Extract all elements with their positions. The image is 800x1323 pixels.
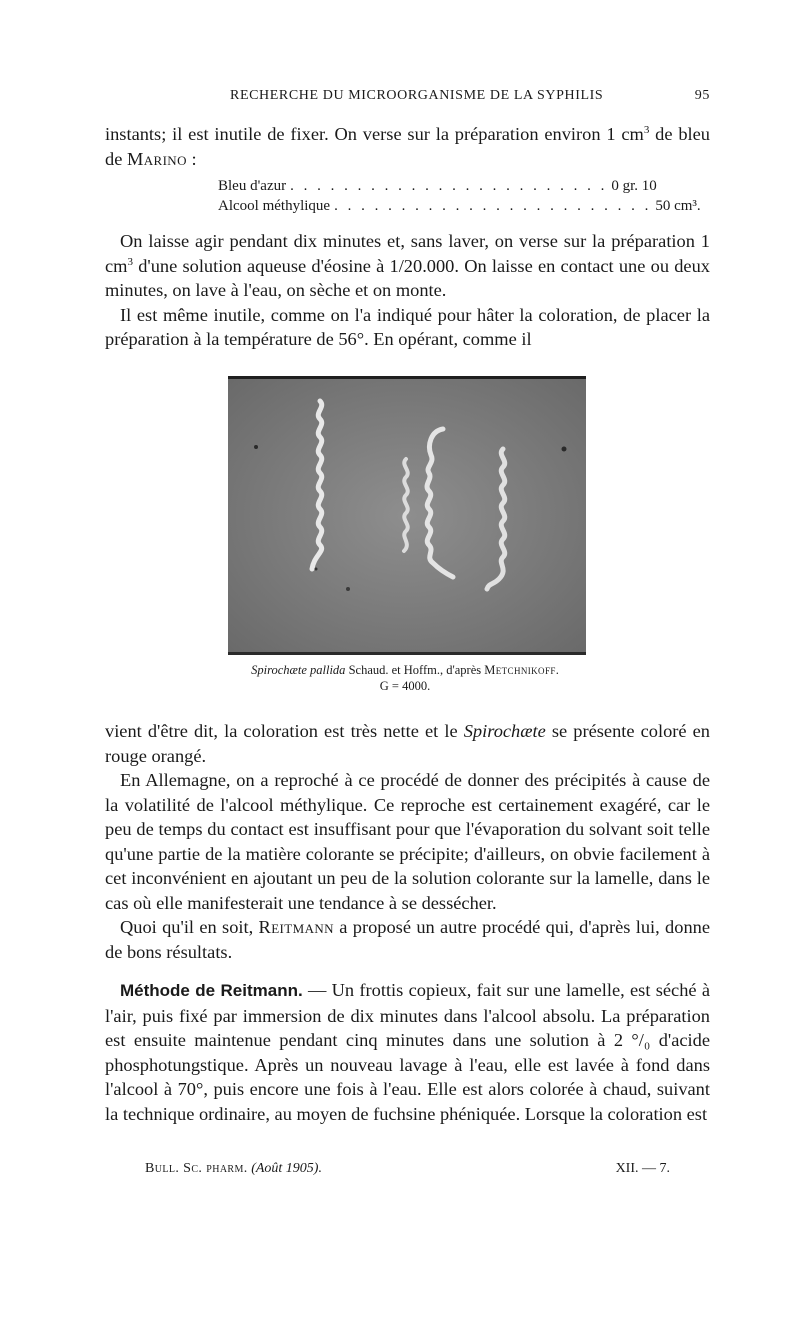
p6-text: — Un frottis copieux, fait sur une lamelle, est séché à l'air, puis fixé par immersion de dix minutes dans l'alcool absolu. La préparation est ensuite maintenue pendant cinq minutes dans une solution à 2 °/₀ d'acide phosphotungstique. Après un nouveau lavage à l'eau, elle est lavée à fond dans l'alcool à 70°, puis encore une fois à l'eau. Elle est alors colorée à chaud, suivant la technique ordinaire, au moyen de fuchsine phéniquée. Lorsque la coloration est [105,980,710,1124]
caption-species: Spirochæte pallida [251,663,346,677]
p2-superscript: 3 [127,255,133,268]
p1-text-a: instants; il est inutile de fixer. On verse sur la préparation environ 1 cm [105,124,644,144]
author-marino: Marino [126,148,187,169]
p5-text-b: a proposé un autre procédé qui, d'après lui, donne de bons résultats. [105,917,710,962]
p3-text-b: se présente coloré en rouge orangé. [105,721,710,766]
figure-caption [200,662,610,694]
signature-mark: XII. — 7. [615,1161,670,1176]
paragraph-1 [105,122,710,171]
method-title: Méthode de Reitmann. [120,981,303,1000]
p5-text-a: Quoi qu'il en soit, [120,917,259,937]
author-reitmann: Reitmann [258,917,334,937]
leader-dots: . . . . . . . . . . . . . . . . . . . . . . . . [334,198,652,214]
page-number: 95 [694,88,710,103]
journal-name: Bull. Sc. pharm. [145,1161,248,1176]
caption-line-1 [200,662,610,678]
formula-row [218,196,701,216]
p2-text-a: On laisse agir pendant dix minutes et, sans laver, on verse sur la préparation 1 cm [105,231,710,276]
paragraph-1-text [105,122,710,171]
micrograph-image [228,379,586,652]
caption-authors: Schaud. et Hoffm., d'après [345,663,485,677]
formula-quantity: 0 gr. 10 [611,178,657,194]
caption-end: . [555,663,559,677]
formula-ingredient: Bleu d'azur [218,178,287,194]
paragraph-3-block [105,719,710,1126]
paragraph-2b-text: Il est même inutile, comme on l'a indiqué pour hâter la coloration, de placer la préparation à la température de 56°. En opérant, comme il [105,304,710,349]
running-title: RECHERCHE DU MICROORGANISME DE LA SYPHILIS [230,88,604,103]
formula-ingredient: Alcool méthylique [218,198,331,214]
caption-source: Metchnikoff [484,663,556,677]
formula-quantity: 50 cm³. [655,198,701,214]
leader-dots: . . . . . . . . . . . . . . . . . . . . . . . . [290,178,608,194]
formula-table [218,176,701,216]
journal-date: (Août 1905). [251,1161,322,1176]
p1-text-c: : [186,148,197,169]
p2-text-b: d'une solution aqueuse d'éosine à 1/20.000. On laisse en contact une ou deux minutes, on lave à l'eau, on sèche et on monte. [105,255,710,300]
formula-row [218,176,657,196]
micrograph-figure [228,376,586,655]
paragraph-2-text [105,229,710,303]
p1-superscript: 3 [643,123,650,136]
footer-journal [145,1161,322,1177]
caption-magnification: G = 4000. [379,679,431,693]
paragraph-4-text: En Allemagne, on a reproché à ce procédé de donner des précipités à cause de la volatilité de l'alcool méthylique. Ce reproche est certainement exagéré, car le peu de temps du contact est insuffisant pour que l'évaporation du solvant soit telle qu'une partie de la matière colorante se précipite; d'ailleurs, on obvie facilement à cet inconvénient en ajoutant un peu de la solution colorante sur la lamelle, dans le cas où elle manifesterait une tendance à se dessécher. [105,770,710,913]
paragraph-6-text [105,978,710,1126]
p3-genus: Spirochæte [463,721,546,741]
p1-text-b: de bleu de [105,124,710,169]
paragraph-2 [105,229,710,352]
paragraph-5-text [105,915,710,964]
p3-text-a: vient d'être dit, la coloration est très nette et le [105,721,464,741]
paragraph-3-text [105,719,710,768]
